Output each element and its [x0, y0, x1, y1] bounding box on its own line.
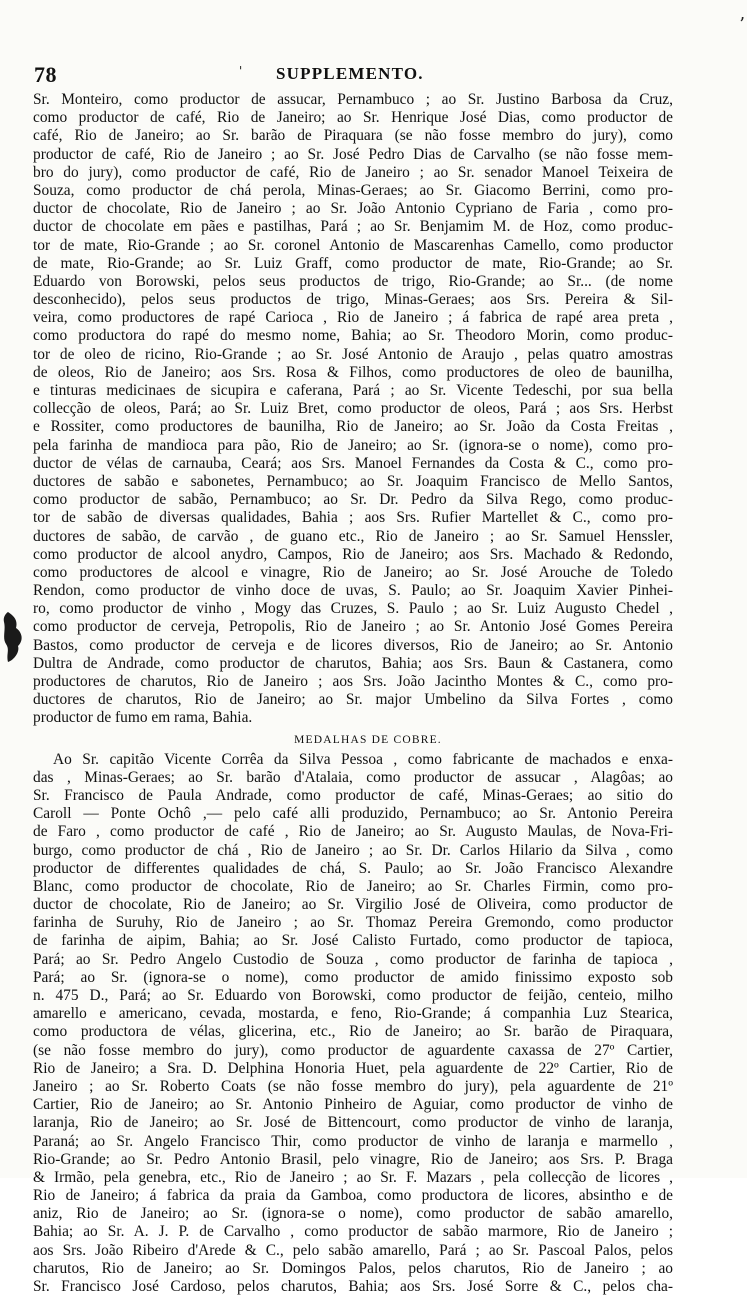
text-line: Pará; ao Sr. Pedro Angelo Custodio de Souza , como productor de farinha de tapioca , — [33, 950, 673, 968]
text-line: Paraná; ao Sr. Angelo Francisco Thir, como productor de vinho de laranja e marmello , — [33, 1132, 673, 1150]
text-line: como productores de alcool e vinagre, Rio de Janeiro; ao Sr. José Arouche de Toledo — [33, 563, 673, 581]
page-header — [34, 60, 684, 86]
text-line: como productora de vélas, glicerina, etc., Rio de Janeiro; ao Sr. barão de Piraquara, — [33, 1023, 673, 1041]
text-line: charutos, Rio de Janeiro; ao Sr. Domingos Palos, pelos charutos, Rio de Janeiro ; ao — [33, 1259, 673, 1277]
text-line: Sr. Francisco de Paula Andrade, como productor de café, Minas-Geraes; ao sitio do — [33, 786, 673, 804]
text-line: ductor de chocolate, Rio de Janeiro ; ao Sr. João Antonio Cypriano de Faria , como pro- — [33, 200, 673, 218]
text-line: ductor de chocolate, Rio de Janeiro; ao Sr. Virgilio José de Oliveira, como productor de — [33, 896, 673, 914]
text-line: amarello e americano, cevada, mostarda, e feno, Rio-Grande; á companhia Luz Stearica, — [33, 1005, 673, 1023]
text-line: productor de fumo em rama, Bahia. — [33, 709, 253, 727]
text-line: Eduardo von Borowski, pelos seus productos de trigo, Rio-Grande; ao Sr... (de nome — [33, 272, 673, 290]
text-line: de mate, Rio-Grande; ao Sr. Luiz Graff, como productor de mate, Rio-Grande; ao Sr. — [33, 254, 673, 272]
ink-blot-mark — [0, 610, 26, 664]
text-line: Caroll — Ponte Ochô ,— pelo café alli produzido, Pernambuco; ao Sr. Antonio Pereira — [33, 805, 673, 823]
text-line: ductor de chocolate em pães e pastilhas, Pará ; ao Sr. Benjamim M. de Hoz, como produc- — [33, 218, 673, 236]
paragraph-prize-list — [33, 91, 673, 728]
text-line: e tinturas medicinaes de sicupira e caferana, Pará ; ao Sr. Vicente Tedeschi, por sua bella — [33, 382, 673, 399]
text-line: como productor de cerveja, Petropolis, Rio de Janeiro ; ao Sr. Antonio José Gomes Pereira — [33, 618, 673, 636]
text-line: burgo, como productor de chá , Rio de Janeiro ; ao Sr. Dr. Carlos Hilario da Silva , como — [33, 841, 673, 859]
text-line: Bahia; ao Sr. A. J. P. de Carvalho , como productor de sabão marmore, Rio de Janeiro ; — [33, 1223, 673, 1241]
section-heading: MEDALHAS DE COBRE. — [294, 733, 442, 746]
text-line: & Irmão, pela genebra, etc., Rio de Janeiro ; ao Sr. F. Mazars , pela collecção de licores , — [33, 1168, 673, 1186]
text-line: Ao Sr. capitão Vicente Corrêa da Silva Pessoa , como fabricante de machados e enxa- — [53, 750, 673, 768]
text-line: como productor de sabão, Pernambuco; ao Sr. Dr. Pedro da Silva Rego, como produc- — [33, 491, 673, 509]
paragraph-copper-medals — [33, 751, 673, 1296]
text-line: aos Srs. João Ribeiro d'Arede & C., pelo sabão amarello, Pará ; ao Sr. Pascoal Palos, pelos — [33, 1241, 673, 1259]
text-line: laranja, Rio de Janeiro; ao Sr. José de Bittencourt, como productor de vinho de laranja, — [33, 1114, 673, 1132]
text-line: ductor de vélas de carnauba, Ceará; aos Srs. Manoel Fernandes da Costa & C., como pro- — [33, 454, 673, 472]
text-line: tor de sabão de diversas qualidades, Bahia ; aos Srs. Rufier Martellet & C., como pro- — [33, 509, 673, 527]
text-line: café, Rio de Janeiro; ao Sr. barão de Piraquara (se não fosse membro do jury), como — [33, 127, 673, 145]
text-line: ductores de sabão e sabonetes, Pernambuco; ao Sr. Joaquim Francisco de Mello Santos, — [33, 472, 673, 490]
corner-mark: ’ — [739, 14, 745, 35]
running-title: SUPPLEMENTO. — [276, 64, 424, 83]
text-line: como productor de alcool anydro, Campos, Rio de Janeiro; aos Srs. Machado & Redondo, — [33, 545, 673, 563]
text-line: como productora do rapé do mesmo nome, Bahia; ao Sr. Theodoro Morin, como produc- — [33, 327, 673, 345]
text-line: n. 475 D., Pará; ao Sr. Eduardo von Borowski, como productor de feijão, centeio, milho — [33, 987, 673, 1004]
text-line: de Faro , como productor de café , Rio de Janeiro; ao Sr. Augusto Maulas, de Nova-Fri- — [33, 823, 673, 841]
text-line: Rendon, como productor de vinho doce de uvas, S. Paulo; ao Sr. Joaquim Xavier Pinhei- — [33, 582, 673, 600]
text-line: Janeiro ; ao Sr. Roberto Coats (se não fosse membro do jury), pela aguardente de 21º — [33, 1077, 673, 1095]
text-line: tor de mate, Rio-Grande ; ao Sr. coronel Antonio de Mascarenhas Camello, como productor — [33, 236, 673, 254]
text-line: productor de differentes qualidades de chá, S. Paulo; ao Sr. João Francisco Alexandre — [33, 859, 673, 877]
header-mark: ' — [239, 64, 243, 78]
text-line: ductores de charutos, Rio de Janeiro; ao Sr. major Umbelino da Silva Fortes , como — [33, 691, 673, 709]
text-line: de oleos, Rio de Janeiro; aos Srs. Rosa & Filhos, como productores de oleo de baunilha, — [33, 363, 673, 381]
text-line: Souza, como productor de chá perola, Minas-Geraes; ao Sr. Giacomo Berrini, como pro- — [33, 181, 673, 199]
text-line: e Rossiter, como productores de baunilha, Rio de Janeiro; ao Sr. João da Costa Freitas , — [33, 418, 673, 436]
text-line: Rio de Janeiro; a Sra. D. Delphina Honoria Huet, pela aguardente de 22º Cartier, Rio de — [33, 1059, 673, 1077]
text-line: das , Minas-Geraes; ao Sr. barão d'Atalaia, como productor de assucar , Alagôas; ao — [33, 768, 673, 786]
text-line: Bastos, como productor de cerveja e de licores diversos, Rio de Janeiro; ao Sr. Antonio — [33, 636, 673, 654]
text-line: Blanc, como productor de chocolate, Rio de Janeiro; ao Sr. Charles Firmin, como pro- — [33, 877, 673, 895]
text-line: ro, como productor de vinho , Mogy das Cruzes, S. Paulo ; ao Sr. Luiz Augusto Chedel , — [33, 600, 673, 618]
text-line: Rio de Janeiro; á fabrica da praia da Gamboa, como productora de licores, absintho e de — [33, 1187, 673, 1205]
text-line: pela farinha de mandioca para pão, Rio de Janeiro; ao Sr. (ignora-se o nome), como pro- — [33, 436, 673, 454]
text-line: Pará; ao Sr. (ignora-se o nome), como productor de amido finissimo exposto sob — [33, 968, 673, 986]
text-line: ductores de sabão, de carvão , de guano etc., Rio de Janeiro ; ao Sr. Samuel Henssler, — [33, 527, 673, 545]
page-number: 78 — [34, 62, 57, 87]
text-line: desconhecido), pelos seus productos de trigo, Minas-Geraes; aos Srs. Pereira & Sil- — [33, 291, 673, 309]
text-line: aniz, Rio de Janeiro; ao Sr. (ignora-se o nome), como productor de sabão amarello, — [33, 1205, 673, 1223]
text-line: collecção de oleos, Pará; ao Sr. Luiz Bret, como productor de oleos, Pará ; aos Srs. Herbst — [33, 400, 673, 418]
text-line: tor de oleo de ricino, Rio-Grande ; ao Sr. José Antonio de Araujo , pelas quatro amostras — [33, 345, 673, 363]
text-line: productores de charutos, Rio de Janeiro ; aos Srs. João Jacintho Montes & C., como pro- — [33, 673, 673, 690]
text-line: productor de café, Rio de Janeiro ; ao Sr. José Pedro Dias de Carvalho (se não fosse mem- — [33, 145, 673, 163]
text-line: Cartier, Rio de Janeiro; ao Sr. Antonio Pinheiro de Aguiar, como productor de vinho de — [33, 1096, 673, 1114]
text-line: Dultra de Andrade, como productor de charutos, Bahia; aos Srs. Baun & Castanera, como — [33, 654, 673, 672]
text-line: bro do jury), como productor de café, Rio de Janeiro ; ao Sr. senador Manoel Teixeira de — [33, 163, 673, 181]
text-line: como productor de café, Rio de Janeiro; ao Sr. Henrique José Dias, como productor de — [33, 109, 673, 127]
text-line: de farinha de aipim, Bahia; ao Sr. José Calisto Furtado, como productor de tapioca, — [33, 932, 673, 950]
text-line: veira, como productores de rapé Carioca , Rio de Janeiro ; á fabrica de rapé area preta , — [33, 309, 673, 327]
text-line: Sr. Francisco José Cardoso, pelos charutos, Bahia; aos Srs. José Sorre & C., pelos cha- — [33, 1278, 673, 1295]
text-line: (se não fosse membro do jury), como productor de aguardente caxassa de 27º Cartier, — [33, 1041, 673, 1059]
text-line: Sr. Monteiro, como productor de assucar, Pernambuco ; ao Sr. Justino Barbosa da Cruz, — [33, 91, 673, 108]
text-line: farinha de Suruhy, Rio de Janeiro ; ao Sr. Thomaz Pereira Gremondo, como productor — [33, 914, 673, 932]
body-text — [33, 91, 673, 1296]
text-line: Rio-Grande; ao Sr. Pedro Antonio Brasil, pelo vinagre, Rio de Janeiro; aos Srs. P. Braga — [33, 1150, 673, 1168]
